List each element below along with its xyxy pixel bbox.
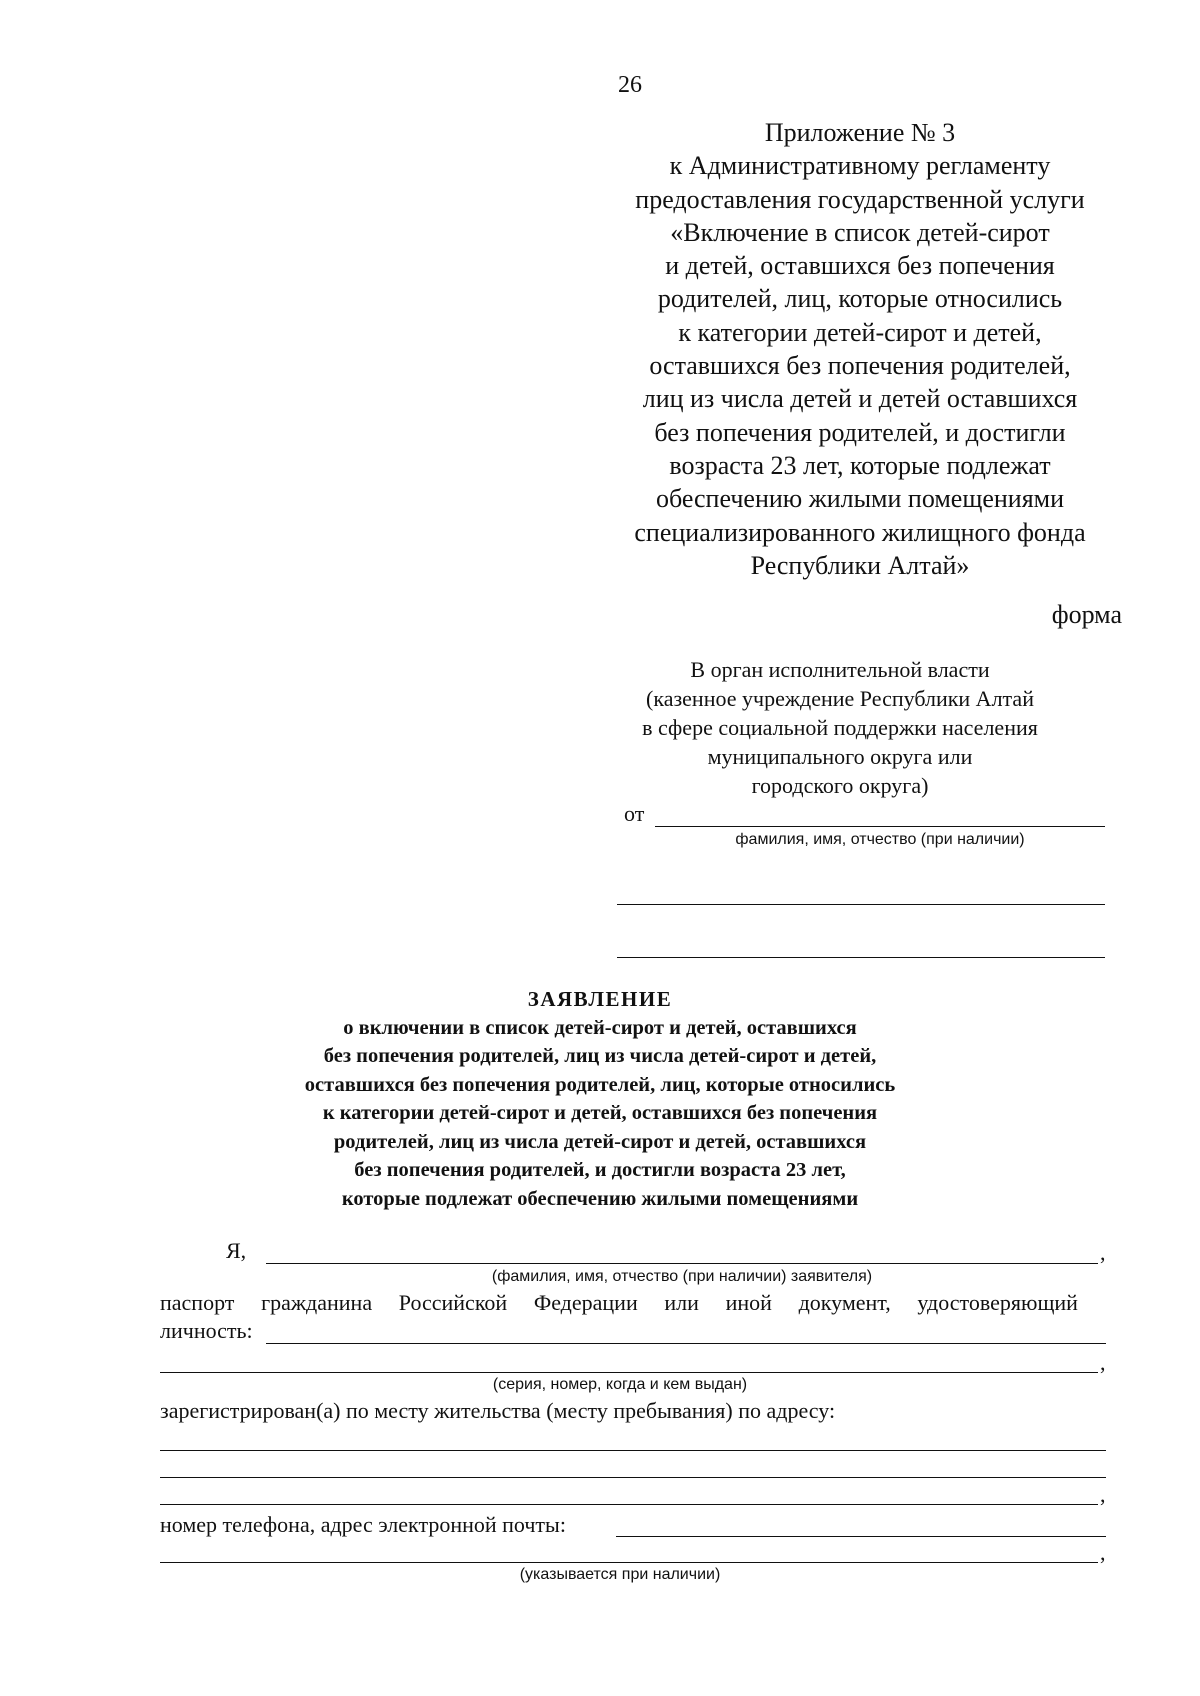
passport-word: или — [664, 1290, 699, 1315]
appendix-line: специализированного жилищного фонда — [634, 517, 1086, 547]
contact-label: номер телефона, адрес электронной почты: — [160, 1512, 566, 1537]
comma: , — [1100, 1240, 1106, 1265]
addressee-block — [600, 655, 1080, 800]
contact-field-1[interactable] — [616, 1536, 1106, 1537]
applicant-caption: (фамилия, имя, отчество (при наличии) заявителя) — [491, 1268, 873, 1285]
appendix-line: Республики Алтай» — [750, 550, 970, 580]
appendix-line: к Административному регламенту — [669, 151, 1051, 181]
appendix-line: лиц из числа детей и детей оставшихся — [642, 384, 1078, 414]
statement-subtitle-line: оставшихся без попечения родителей, лиц, которые относились — [304, 1073, 896, 1096]
appendix-header — [600, 116, 1120, 582]
i-label: Я, — [226, 1238, 247, 1263]
passport-caption: (серия, номер, когда и кем выдан) — [492, 1376, 748, 1393]
addressee-line: городского округа) — [751, 773, 929, 798]
contact-caption: (указывается при наличии) — [519, 1566, 721, 1583]
appendix-line: обеспечению жилыми помещениями — [655, 484, 1065, 514]
statement-title — [150, 985, 1050, 1213]
statement-subtitle-line: к категории детей-сирот и детей, оставшихся без попечения — [322, 1102, 878, 1124]
appendix-line: и детей, оставшихся без попечения — [665, 251, 1055, 281]
comma: , — [1100, 1540, 1106, 1565]
page-number: 26 — [618, 72, 642, 98]
passport-word: иной — [725, 1290, 772, 1315]
passport-word: удостоверяющий — [917, 1290, 1078, 1315]
contact-field-2[interactable] — [160, 1562, 1098, 1563]
statement-subtitle-line: которые подлежат обеспечению жилыми помещениями — [341, 1187, 859, 1210]
from-label: от — [624, 801, 645, 826]
from-extra-field-2[interactable] — [617, 957, 1105, 958]
appendix-line: родителей, лиц, которые относились — [657, 284, 1063, 314]
addressee-line: в сфере социальной поддержки населения — [642, 715, 1038, 740]
address-field-1[interactable] — [160, 1450, 1106, 1451]
appendix-line: Приложение № 3 — [764, 118, 956, 147]
statement-subtitle-line: без попечения родителей, лиц из числа детей-сирот и детей, — [323, 1045, 877, 1067]
passport-word: Федерации — [533, 1290, 638, 1315]
addressee-line: (казенное учреждение Республики Алтай — [646, 686, 1034, 711]
passport-word: паспорт — [160, 1290, 235, 1315]
address-field-3[interactable] — [160, 1504, 1098, 1505]
identity-label: личность: — [160, 1318, 253, 1343]
statement-subtitle-line: родителей, лиц из числа детей-сирот и детей, оставшихся — [333, 1130, 867, 1153]
address-field-2[interactable] — [160, 1477, 1106, 1478]
appendix-line: оставшихся без попечения родителей, — [649, 351, 1071, 381]
passport-word: документ, — [798, 1290, 891, 1315]
passport-word: гражданина — [261, 1290, 373, 1315]
statement-heading: ЗАЯВЛЕНИЕ — [527, 987, 673, 1011]
appendix-line: без попечения родителей, и достигли — [654, 417, 1066, 447]
appendix-line: предоставления государственной услуги — [635, 184, 1085, 214]
appendix-line: к категории детей-сирот и детей, — [678, 317, 1042, 347]
comma: , — [1100, 1482, 1106, 1507]
identity-field[interactable] — [266, 1343, 1106, 1344]
appendix-line: «Включение в список детей-сирот — [670, 217, 1050, 247]
applicant-name-field[interactable] — [266, 1263, 1098, 1264]
statement-subtitle-line: без попечения родителей, и достигли возраста 23 лет, — [354, 1159, 846, 1181]
appendix-line: возраста 23 лет, которые подлежат — [669, 450, 1051, 480]
form-label: форма — [1051, 600, 1122, 629]
from-caption: фамилия, имя, отчество (при наличии) — [735, 831, 1025, 848]
addressee-line: муниципального округа или — [707, 744, 973, 769]
registered-label: зарегистрирован(а) по месту жительства (месту пребывания) по адресу: — [160, 1398, 836, 1423]
from-extra-field-1[interactable] — [617, 904, 1105, 905]
addressee-line: В орган исполнительной власти — [690, 657, 990, 682]
from-name-field[interactable] — [655, 826, 1105, 827]
passport-details-field[interactable] — [160, 1372, 1098, 1373]
passport-text — [160, 1290, 1078, 1316]
comma: , — [1100, 1350, 1106, 1375]
passport-word: Российской — [398, 1290, 508, 1315]
statement-subtitle-line: о включении в список детей-сирот и детей, оставшихся — [343, 1016, 857, 1039]
